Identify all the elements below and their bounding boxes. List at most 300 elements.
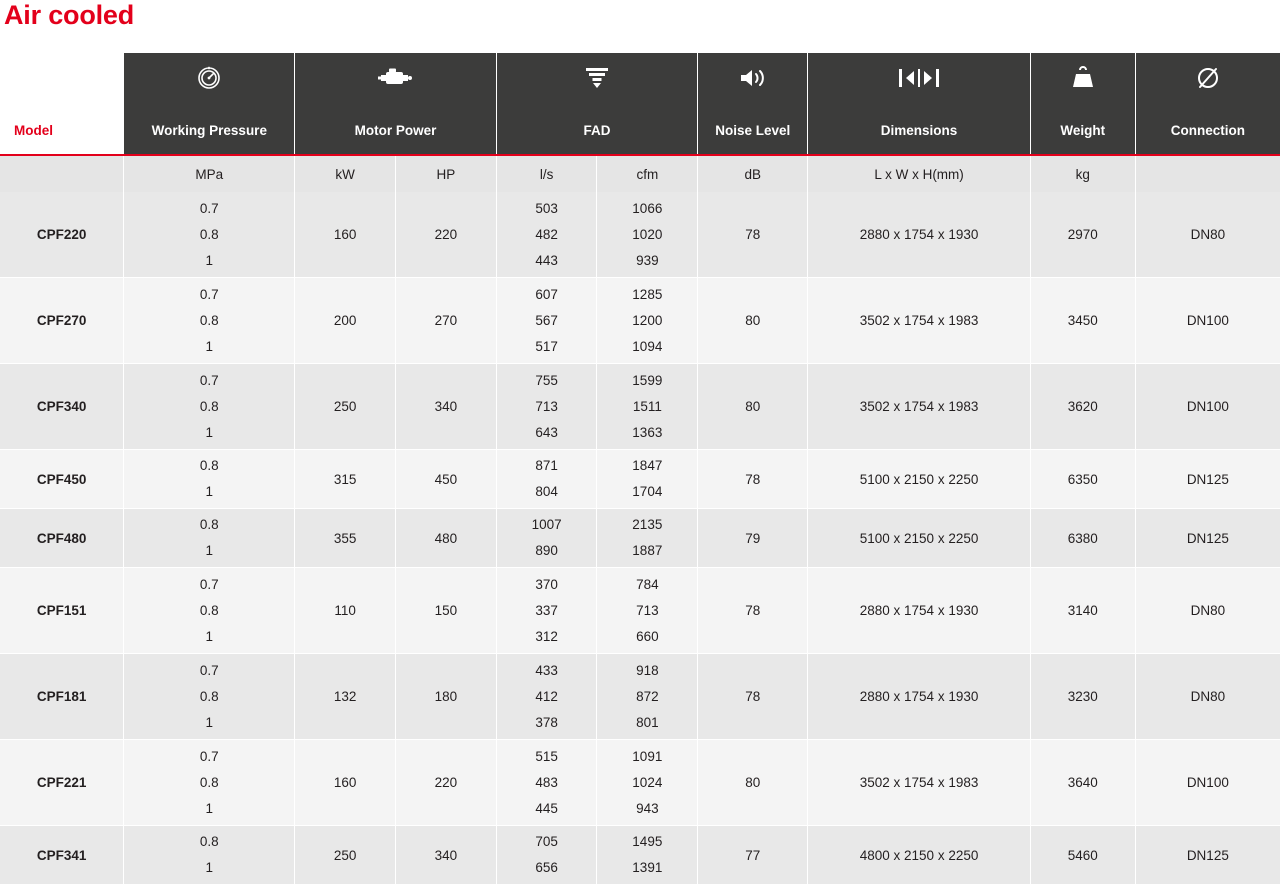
pressure-stack-value: 1: [205, 252, 214, 268]
connection-value: DN125: [1186, 847, 1229, 863]
connection-icon-cell: [1135, 53, 1280, 107]
fad-ls-stack-value: 312: [535, 628, 558, 644]
fad-ls-stack-value: 713: [535, 398, 558, 414]
unit-motor-kw: kW: [295, 155, 396, 192]
motor-hp-value: 270: [434, 313, 458, 328]
header-weight: Weight: [1030, 107, 1135, 155]
motor-kw-value: 110: [334, 603, 356, 618]
working-pressure-cell: [124, 568, 295, 654]
fad-ls-cell: [496, 509, 597, 568]
table-row: [0, 364, 1280, 450]
motor-hp-cell: [396, 654, 497, 740]
unit-weight: kg: [1030, 155, 1135, 192]
fad-icon-cell: [496, 53, 697, 107]
fad-cfm-stack: [597, 568, 697, 653]
pressure-stack-value: 1: [205, 714, 214, 730]
fad-cfm-stack-value: 1066: [632, 200, 663, 216]
pressure-stack-value: 0.7: [199, 200, 219, 216]
fad-cfm-stack-value: 1704: [632, 484, 663, 499]
weight-icon-cell: [1030, 53, 1135, 107]
label-header-row: [0, 107, 1280, 155]
model-corner-top: [0, 53, 124, 107]
dimensions-cell: [808, 654, 1030, 740]
motor-icon: [378, 67, 414, 89]
dimensions-icon: [898, 67, 940, 89]
fad-cfm-cell: [597, 740, 698, 826]
fad-cfm-stack-value: 1091: [632, 748, 663, 764]
fad-cfm-stack-value: 713: [636, 602, 659, 618]
noise-level-cell: [698, 654, 808, 740]
connection-value: DN125: [1186, 530, 1229, 546]
fad-cfm-stack-value: 1094: [632, 338, 663, 354]
header-fad: FAD: [496, 107, 697, 155]
fad-cfm-cell: [597, 364, 698, 450]
weight-value: 6380: [1067, 530, 1098, 546]
pressure-stack-value: 0.8: [199, 517, 219, 532]
model-label: CPF151: [36, 603, 87, 618]
fad-ls-cell: [496, 826, 597, 885]
specifications-table: [0, 53, 1280, 885]
motor-kw-value: 315: [333, 471, 357, 487]
model-cell: [0, 654, 124, 740]
fad-cfm-stack-value: 1599: [632, 372, 663, 388]
weight-value: 3620: [1067, 399, 1098, 414]
motor-hp-cell: [396, 509, 497, 568]
table-body: [0, 192, 1280, 885]
working-pressure-cell: [124, 450, 295, 509]
fad-cfm-stack-value: 1847: [632, 458, 663, 473]
fad-ls-stack-value: 871: [535, 458, 558, 473]
fad-ls-cell: [496, 364, 597, 450]
pressure-stack: [124, 826, 294, 884]
fad-cfm-stack-value: 918: [636, 662, 659, 678]
motor-hp-value: 220: [434, 775, 458, 790]
fad-ls-cell: [496, 192, 597, 278]
motor-hp-cell: [396, 364, 497, 450]
fad-cfm-stack-value: 1887: [632, 543, 663, 558]
noise-level-cell: [698, 826, 808, 885]
dimensions-cell: [808, 278, 1030, 364]
dimensions-value: 3502 x 1754 x 1983: [859, 399, 979, 414]
model-cell: [0, 740, 124, 826]
pressure-stack-value: 0.7: [199, 662, 219, 678]
pressure-stack: [124, 568, 294, 653]
motor-hp-value: 340: [434, 399, 458, 414]
weight-value: 5460: [1067, 847, 1098, 863]
noise-level-icon-cell: [698, 53, 808, 107]
header-connection: Connection: [1135, 107, 1280, 155]
dimensions-value: 3502 x 1754 x 1983: [859, 313, 979, 328]
fad-cfm-cell: [597, 278, 698, 364]
fad-ls-stack-value: 412: [535, 688, 558, 704]
fad-cfm-cell: [597, 450, 698, 509]
connection-value: DN80: [1190, 227, 1226, 242]
table-row: [0, 509, 1280, 568]
fad-cfm-stack: [597, 278, 697, 363]
fad-icon: [584, 66, 610, 90]
fad-ls-stack-value: 515: [535, 748, 558, 764]
fad-ls-stack-value: 643: [535, 424, 558, 440]
fad-cfm-stack-value: 1363: [632, 424, 663, 440]
dimensions-cell: [808, 568, 1030, 654]
noise-level-cell: [698, 568, 808, 654]
connection-cell: [1135, 509, 1280, 568]
fad-ls-stack-value: 445: [535, 800, 558, 816]
working-pressure-cell: [124, 826, 295, 885]
noise-level-value: 80: [745, 399, 761, 414]
fad-ls-cell: [496, 568, 597, 654]
connection-value: DN100: [1186, 313, 1229, 328]
dimensions-cell: [808, 192, 1030, 278]
motor-kw-value: 200: [333, 313, 357, 328]
pressure-stack-value: 0.8: [199, 688, 219, 704]
weight-value: 3230: [1067, 689, 1098, 704]
fad-ls-stack-value: 482: [535, 226, 558, 242]
motor-hp-value: 340: [434, 847, 458, 863]
connection-value: DN100: [1186, 399, 1229, 414]
noise-level-cell: [698, 364, 808, 450]
table-row: [0, 740, 1280, 826]
fad-cfm-stack: [597, 826, 697, 884]
motor-kw-cell: [295, 450, 396, 509]
dimensions-value: 2880 x 1754 x 1930: [859, 689, 979, 704]
header-working-pressure: Working Pressure: [124, 107, 295, 155]
header-dimensions: Dimensions: [808, 107, 1030, 155]
noise-level-cell: [698, 740, 808, 826]
fad-cfm-stack: [597, 364, 697, 449]
fad-ls-stack-value: 656: [535, 860, 558, 875]
pressure-stack: [124, 509, 294, 567]
fad-ls-stack-value: 890: [535, 543, 558, 558]
motor-hp-value: 180: [434, 689, 458, 704]
motor-kw-value: 355: [333, 530, 357, 546]
weight-value: 3450: [1067, 313, 1098, 328]
model-label: CPF220: [36, 227, 87, 242]
fad-ls-stack-value: 370: [535, 576, 558, 592]
noise-level-value: 78: [745, 227, 761, 242]
fad-cfm-stack-value: 1020: [632, 226, 663, 242]
noise-level-value: 78: [745, 689, 761, 704]
pressure-stack-value: 0.8: [199, 458, 219, 473]
fad-ls-stack: [497, 568, 597, 653]
pressure-stack-value: 1: [205, 860, 214, 875]
connection-icon: [1195, 65, 1221, 91]
fad-cfm-stack-value: 1391: [632, 860, 663, 875]
dimensions-cell: [808, 740, 1030, 826]
dimensions-cell: [808, 826, 1030, 885]
fad-ls-stack-value: 755: [535, 372, 558, 388]
model-cell: [0, 364, 124, 450]
motor-hp-value: 480: [434, 530, 458, 546]
noise-level-cell: [698, 192, 808, 278]
working-pressure-cell: [124, 509, 295, 568]
pressure-stack: [124, 450, 294, 508]
motor-power-icon-cell: [295, 53, 496, 107]
motor-kw-cell: [295, 568, 396, 654]
fad-cfm-stack-value: 1495: [632, 834, 663, 849]
fad-cfm-stack: [597, 450, 697, 508]
connection-cell: [1135, 450, 1280, 509]
noise-level-value: 78: [745, 471, 761, 487]
icon-header-row: [0, 53, 1280, 107]
working-pressure-cell: [124, 192, 295, 278]
model-label: CPF221: [36, 775, 87, 790]
motor-hp-value: 450: [434, 471, 458, 487]
model-cell: [0, 568, 124, 654]
connection-value: DN80: [1190, 603, 1226, 618]
weight-cell: [1030, 509, 1135, 568]
fad-ls-cell: [496, 278, 597, 364]
noise-level-value: 80: [745, 313, 761, 328]
weight-cell: [1030, 740, 1135, 826]
dimensions-value: 3502 x 1754 x 1983: [859, 775, 979, 790]
motor-kw-cell: [295, 509, 396, 568]
weight-cell: [1030, 450, 1135, 509]
unit-motor-hp: HP: [396, 155, 497, 192]
motor-kw-cell: [295, 364, 396, 450]
motor-hp-cell: [396, 278, 497, 364]
fad-ls-stack-value: 804: [535, 484, 558, 499]
motor-kw-cell: [295, 192, 396, 278]
fad-cfm-stack-value: 943: [636, 800, 659, 816]
model-cell: [0, 826, 124, 885]
fad-cfm-stack: [597, 740, 697, 825]
pressure-stack: [124, 740, 294, 825]
noise-level-value: 78: [745, 603, 761, 618]
fad-ls-stack-value: 517: [535, 338, 558, 354]
model-label: CPF270: [36, 313, 87, 328]
fad-ls-cell: [496, 450, 597, 509]
model-cell: [0, 278, 124, 364]
weight-cell: [1030, 192, 1135, 278]
connection-value: DN100: [1186, 775, 1229, 790]
fad-ls-stack-value: 483: [535, 774, 558, 790]
pressure-stack-value: 0.8: [199, 834, 219, 849]
table-row: [0, 192, 1280, 278]
table-row: [0, 826, 1280, 885]
motor-hp-value: 150: [434, 603, 458, 618]
pressure-stack-value: 1: [205, 338, 214, 354]
motor-kw-cell: [295, 740, 396, 826]
fad-cfm-cell: [597, 826, 698, 885]
fad-ls-stack: [497, 364, 597, 449]
noise-level-value: 79: [745, 530, 761, 546]
unit-fad-cfm: cfm: [597, 155, 698, 192]
fad-cfm-stack-value: 939: [636, 252, 659, 268]
pressure-stack-value: 0.7: [199, 576, 219, 592]
motor-kw-cell: [295, 278, 396, 364]
fad-ls-stack-value: 337: [535, 602, 558, 618]
model-cell: [0, 192, 124, 278]
weight-value: 2970: [1067, 227, 1098, 242]
motor-hp-cell: [396, 826, 497, 885]
fad-cfm-stack-value: 1024: [632, 774, 663, 790]
pressure-stack-value: 1: [205, 484, 214, 499]
unit-model: [0, 155, 124, 192]
fad-ls-stack-value: 607: [535, 286, 558, 302]
model-cell: [0, 509, 124, 568]
working-pressure-cell: [124, 740, 295, 826]
fad-cfm-stack-value: 801: [636, 714, 659, 730]
unit-dimensions: L x W x H(mm): [808, 155, 1030, 192]
fad-cfm-cell: [597, 654, 698, 740]
weight-icon: [1070, 66, 1096, 90]
table-row: [0, 654, 1280, 740]
fad-cfm-cell: [597, 509, 698, 568]
noise-level-value: 80: [745, 775, 761, 790]
model-label: CPF340: [36, 399, 87, 414]
motor-hp-value: 220: [434, 227, 458, 242]
connection-cell: [1135, 740, 1280, 826]
model-cell: [0, 450, 124, 509]
dimensions-cell: [808, 450, 1030, 509]
working-pressure-cell: [124, 364, 295, 450]
connection-cell: [1135, 364, 1280, 450]
fad-cfm-stack-value: 2135: [632, 517, 663, 532]
page-title: Air cooled: [4, 0, 135, 30]
dimensions-icon-cell: [808, 53, 1030, 107]
fad-ls-stack: [497, 509, 597, 567]
pressure-stack: [124, 654, 294, 739]
weight-cell: [1030, 278, 1135, 364]
pressure-stack: [124, 192, 294, 277]
weight-cell: [1030, 364, 1135, 450]
model-label: CPF181: [36, 689, 87, 704]
fad-ls-stack-value: 705: [535, 834, 558, 849]
motor-hp-cell: [396, 740, 497, 826]
pressure-stack-value: 0.8: [199, 312, 219, 328]
fad-cfm-stack-value: 1285: [632, 286, 663, 302]
pressure-stack: [124, 364, 294, 449]
weight-value: 6350: [1067, 471, 1098, 487]
fad-ls-stack: [497, 192, 597, 277]
weight-value: 3640: [1067, 775, 1098, 790]
fad-ls-stack-value: 443: [535, 252, 558, 268]
dimensions-value: 5100 x 2150 x 2250: [859, 471, 979, 487]
weight-cell: [1030, 568, 1135, 654]
motor-hp-cell: [396, 450, 497, 509]
fad-ls-stack: [497, 654, 597, 739]
fad-ls-cell: [496, 654, 597, 740]
motor-kw-value: 250: [333, 847, 357, 863]
connection-cell: [1135, 826, 1280, 885]
motor-hp-cell: [396, 192, 497, 278]
noise-level-cell: [698, 278, 808, 364]
unit-fad-ls: l/s: [496, 155, 597, 192]
motor-hp-cell: [396, 568, 497, 654]
header-motor-power: Motor Power: [295, 107, 496, 155]
working-pressure-cell: [124, 654, 295, 740]
pressure-stack-value: 1: [205, 543, 214, 558]
pressure-stack-value: 0.8: [199, 226, 219, 242]
dimensions-value: 5100 x 2150 x 2250: [859, 530, 979, 546]
noise-level-cell: [698, 450, 808, 509]
connection-cell: [1135, 654, 1280, 740]
model-label: CPF480: [36, 530, 87, 546]
fad-cfm-stack: [597, 654, 697, 739]
pressure-stack: [124, 278, 294, 363]
dimensions-value: 2880 x 1754 x 1930: [859, 227, 979, 242]
motor-kw-value: 160: [333, 227, 357, 242]
gauge-icon: [197, 66, 221, 90]
header-model: Model: [0, 107, 124, 155]
dimensions-cell: [808, 364, 1030, 450]
speaker-icon: [738, 67, 768, 89]
pressure-stack-value: 1: [205, 424, 214, 440]
fad-ls-cell: [496, 740, 597, 826]
fad-ls-stack-value: 1007: [531, 517, 562, 532]
pressure-stack-value: 0.7: [199, 372, 219, 388]
working-pressure-icon-cell: [124, 53, 295, 107]
fad-cfm-cell: [597, 192, 698, 278]
noise-level-cell: [698, 509, 808, 568]
fad-ls-stack-value: 503: [535, 200, 558, 216]
unit-connection: [1135, 155, 1280, 192]
pressure-stack-value: 0.7: [199, 748, 219, 764]
pressure-stack-value: 1: [205, 628, 214, 644]
dimensions-value: 2880 x 1754 x 1930: [859, 603, 979, 618]
pressure-stack-value: 0.8: [199, 774, 219, 790]
motor-kw-value: 250: [333, 399, 357, 414]
fad-cfm-cell: [597, 568, 698, 654]
fad-cfm-stack-value: 1200: [632, 312, 663, 328]
fad-ls-stack: [497, 278, 597, 363]
pressure-stack-value: 0.8: [199, 398, 219, 414]
connection-value: DN125: [1186, 471, 1229, 487]
fad-cfm-stack-value: 1511: [632, 398, 662, 414]
fad-cfm-stack: [597, 509, 697, 567]
motor-kw-cell: [295, 654, 396, 740]
unit-working-pressure: MPa: [124, 155, 295, 192]
noise-level-value: 77: [745, 847, 761, 863]
motor-kw-cell: [295, 826, 396, 885]
fad-ls-stack: [497, 450, 597, 508]
dimensions-cell: [808, 509, 1030, 568]
connection-cell: [1135, 192, 1280, 278]
table-row: [0, 278, 1280, 364]
table-row: [0, 450, 1280, 509]
header-noise-level: Noise Level: [698, 107, 808, 155]
model-label: CPF341: [36, 847, 87, 863]
weight-cell: [1030, 654, 1135, 740]
fad-cfm-stack-value: 660: [636, 628, 659, 644]
table-row: [0, 568, 1280, 654]
connection-value: DN80: [1190, 689, 1226, 704]
unit-row: [0, 155, 1280, 192]
fad-ls-stack-value: 433: [535, 662, 558, 678]
fad-cfm-stack-value: 784: [636, 576, 659, 592]
fad-ls-stack: [497, 826, 597, 884]
fad-ls-stack-value: 567: [535, 312, 558, 328]
motor-kw-value: 160: [333, 775, 357, 790]
connection-cell: [1135, 278, 1280, 364]
working-pressure-cell: [124, 278, 295, 364]
pressure-stack-value: 0.8: [199, 602, 219, 618]
motor-kw-value: 132: [333, 689, 357, 704]
weight-value: 3140: [1067, 603, 1098, 618]
unit-noise-level: dB: [698, 155, 808, 192]
fad-cfm-stack-value: 872: [636, 688, 659, 704]
weight-cell: [1030, 826, 1135, 885]
dimensions-value: 4800 x 2150 x 2250: [859, 847, 979, 863]
connection-cell: [1135, 568, 1280, 654]
pressure-stack-value: 0.7: [199, 286, 219, 302]
fad-ls-stack: [497, 740, 597, 825]
model-label: CPF450: [36, 471, 87, 487]
fad-ls-stack-value: 378: [535, 714, 558, 730]
pressure-stack-value: 1: [205, 800, 214, 816]
fad-cfm-stack: [597, 192, 697, 277]
